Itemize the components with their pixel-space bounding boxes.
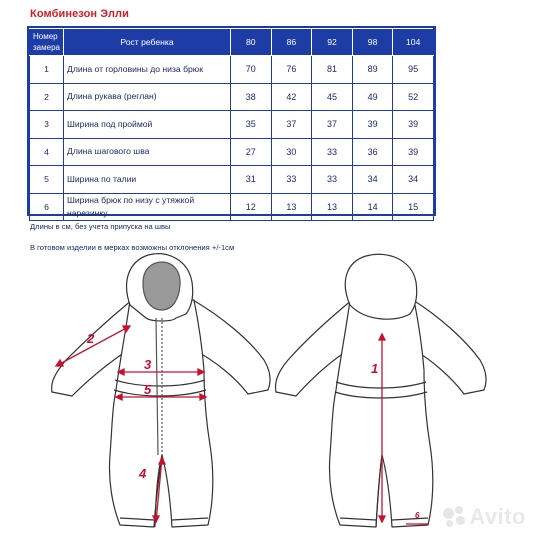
- row-value: 37: [312, 111, 353, 139]
- header-size: 104: [393, 29, 434, 56]
- header-size: 80: [231, 29, 272, 56]
- marker-1: 1: [371, 361, 379, 376]
- back-body: [329, 300, 432, 527]
- row-number: 2: [30, 83, 64, 111]
- hood-opening: [143, 262, 180, 310]
- row-value: 39: [352, 111, 393, 139]
- row-number: 5: [30, 166, 64, 194]
- row-value: 31: [231, 166, 272, 194]
- row-value: 35: [231, 111, 272, 139]
- row-value: 81: [312, 56, 353, 84]
- header-param: Рост ребенка: [64, 29, 231, 56]
- row-number: 6: [30, 193, 64, 221]
- row-number: 1: [30, 56, 64, 84]
- row-value: 95: [393, 56, 434, 84]
- row-value: 70: [231, 56, 272, 84]
- front-view: [52, 254, 270, 527]
- row-value: 34: [393, 166, 434, 194]
- row-value: 12: [231, 193, 272, 221]
- avito-watermark: [443, 504, 526, 530]
- units-note: Длины в см, без учета припуска на швы: [30, 222, 171, 231]
- row-value: 33: [312, 166, 353, 194]
- row-value: 39: [393, 111, 434, 139]
- row-value: 42: [271, 83, 312, 111]
- row-value: 76: [271, 56, 312, 84]
- row-value: 33: [271, 166, 312, 194]
- row-value: 33: [312, 138, 353, 166]
- back-hood: [345, 254, 417, 319]
- row-parameter: Длина рукава (реглан): [64, 83, 231, 111]
- row-parameter: Ширина по талии: [64, 166, 231, 194]
- marker-4: 4: [139, 466, 147, 481]
- header-size: 98: [352, 29, 393, 56]
- row-value: 30: [271, 138, 312, 166]
- marker-3: 3: [144, 357, 152, 372]
- row-value: 45: [312, 83, 353, 111]
- avito-logo-icon: [443, 506, 465, 528]
- row-value: 39: [393, 138, 434, 166]
- row-number: 3: [30, 111, 64, 139]
- row-value: 37: [271, 111, 312, 139]
- row-number: 4: [30, 138, 64, 166]
- marker-2: 2: [87, 331, 95, 346]
- marker-5: 5: [144, 382, 152, 397]
- marker-6: 6: [415, 511, 420, 520]
- row-value: 34: [352, 166, 393, 194]
- row-value: 49: [352, 83, 393, 111]
- header-size: 92: [312, 29, 353, 56]
- row-value: 13: [271, 193, 312, 221]
- row-parameter: Ширина брюк по низу с утяжкой нарезинку: [64, 193, 231, 221]
- row-parameter: Ширина под проймой: [64, 111, 231, 139]
- header-number: Номер замера: [30, 29, 64, 56]
- row-parameter: Длина шагового шва: [64, 138, 231, 166]
- front-body: [109, 300, 212, 527]
- row-value: 27: [231, 138, 272, 166]
- row-value: 14: [352, 193, 393, 221]
- row-value: 89: [352, 56, 393, 84]
- row-value: 15: [393, 193, 434, 221]
- row-value: 52: [393, 83, 434, 111]
- product-title: Комбинезон Элли: [30, 8, 130, 20]
- row-parameter: Длина от горловины до низа брюк: [64, 56, 231, 84]
- watermark-text: Avito: [469, 504, 526, 529]
- row-value: 38: [231, 83, 272, 111]
- header-size: 86: [271, 29, 312, 56]
- back-view: [276, 254, 487, 527]
- tolerance-note: В готовом изделии в мерках возможны отклонения +/-1см: [30, 243, 235, 252]
- row-value: 13: [312, 193, 353, 221]
- row-value: 36: [352, 138, 393, 166]
